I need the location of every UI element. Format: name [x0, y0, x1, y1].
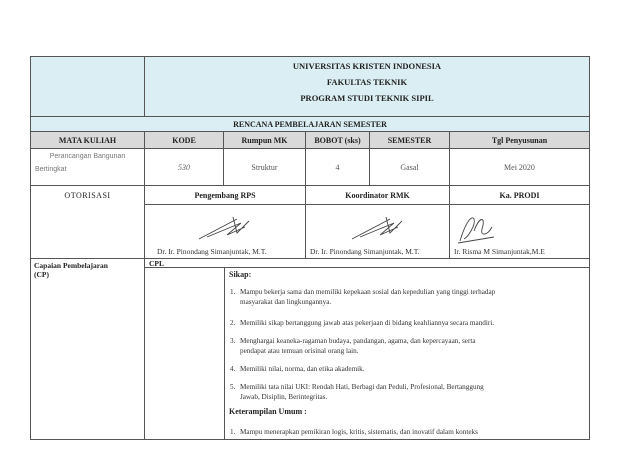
course-code: 530	[178, 162, 190, 172]
col-course-label: MATA KULIAH	[58, 135, 117, 145]
outcomes-label-line1: Capaian Pembelajaran	[34, 261, 108, 270]
head-header	[449, 185, 590, 205]
logo-cell	[30, 56, 145, 117]
cpl-label: CPL	[149, 259, 164, 268]
course-cluster-cell	[223, 148, 306, 186]
authorization-label-cell	[30, 185, 145, 259]
col-cluster	[223, 131, 306, 149]
course-name-cell	[30, 148, 145, 186]
cpl-code-column	[144, 267, 225, 440]
attitude-heading: Sikap:	[229, 270, 252, 279]
col-semester	[369, 131, 450, 149]
coordinator-name: Dr. Ir. Pinondang Simanjuntak, M.T.	[310, 247, 420, 256]
col-date-label: Tgl Penyusunan	[491, 135, 548, 145]
list-item-text: Memiliki tata nilai UKI: Rendah Hati, Berbagi dan Peduli, Profesional, Bertanggung	[240, 383, 484, 391]
coordinator-header	[305, 185, 450, 205]
list-item-number: 1.	[230, 288, 236, 296]
course-semester: Gasal	[400, 162, 419, 172]
university-name: UNIVERSITAS KRISTEN INDONESIA	[292, 61, 442, 71]
course-cluster: Struktur	[251, 162, 278, 172]
list-item	[230, 336, 580, 356]
col-code-label: KODE	[172, 135, 196, 145]
outcomes-label-line2: (CP)	[34, 270, 49, 279]
list-item	[230, 318, 580, 328]
list-item-text: Menghargai keaneka-ragaman budaya, pandangan, agama, dan kepercayaan, serta	[240, 337, 476, 345]
list-item-text: Memiliki nilai, norma, dan etika akademik.	[240, 365, 365, 373]
developer-signature-cell	[144, 204, 306, 259]
list-item-text: pendapat atau temuan orisinal orang lain.	[240, 347, 359, 355]
list-item-text: Mampu bekerja sama dan memiliki kepekaan sosial dan kepedulian yang tinggi terhadap	[240, 288, 496, 296]
head-label: Ka. PRODI	[499, 190, 540, 200]
list-item-text: Memiliki sikap bertanggung jawab atas pekerjaan di bidang keahliannya secara mandiri.	[240, 319, 495, 327]
col-code	[144, 131, 224, 149]
col-cluster-label: Rumpun MK	[241, 135, 288, 145]
developer-header	[144, 185, 306, 205]
signature-icon	[456, 211, 496, 245]
document-title	[30, 116, 590, 132]
course-name-line2: Bertingkat	[35, 166, 67, 173]
coordinator-label: Koordinator RMK	[345, 190, 410, 200]
course-credits-cell	[305, 148, 370, 186]
list-item-number: 1.	[230, 428, 236, 436]
general-skills-heading: Keterampilan Umum :	[229, 407, 307, 416]
signature-icon	[350, 213, 406, 243]
list-item	[230, 287, 580, 307]
course-credits: 4	[335, 162, 340, 172]
course-date-cell	[449, 148, 590, 186]
head-name: Ir. Risma M Simanjuntak,M.E	[454, 247, 545, 256]
course-date: Mei 2020	[504, 162, 535, 172]
course-semester-cell	[369, 148, 450, 186]
list-item-number: 5.	[230, 383, 236, 391]
head-signature-cell	[449, 204, 590, 259]
list-item-text: masyarakat dan lingkungannya.	[240, 298, 332, 306]
faculty-name: FAKULTAS TEKNIK	[326, 77, 408, 87]
list-item-number: 2.	[230, 319, 236, 327]
program-name: PROGRAM STUDI TEKNIK SIPIL	[300, 93, 434, 103]
col-credits	[305, 131, 370, 149]
course-code-cell	[144, 148, 224, 186]
col-date	[449, 131, 590, 149]
list-item	[230, 427, 580, 437]
col-course	[30, 131, 145, 149]
list-item	[230, 364, 580, 374]
institution-header	[144, 56, 590, 117]
list-item-number: 3.	[230, 337, 236, 345]
signature-icon	[197, 213, 253, 243]
coordinator-signature-cell	[305, 204, 450, 259]
outcomes-label-cell	[30, 258, 145, 440]
list-item-number: 4.	[230, 365, 236, 373]
list-item-text: Mampu menerapkan pemikiran logis, kritis, sistematis, dan inovatif dalam konteks	[240, 428, 478, 436]
list-item-text: Jawab, Disiplin, Berintegritas.	[240, 393, 328, 401]
developer-name: Dr. Ir. Pinondang Simanjuntak, M.T.	[157, 247, 267, 256]
col-credits-label: BOBOT (sks)	[314, 135, 361, 145]
authorization-label: OTORISASI	[64, 191, 111, 200]
developer-label: Pengembang RPS	[194, 190, 256, 200]
col-semester-label: SEMESTER	[387, 135, 432, 145]
document-title-text: RENCANA PEMBELAJARAN SEMESTER	[233, 119, 387, 129]
course-name-line1: Perancangan Bangunan	[49, 153, 126, 160]
list-item	[230, 382, 580, 402]
